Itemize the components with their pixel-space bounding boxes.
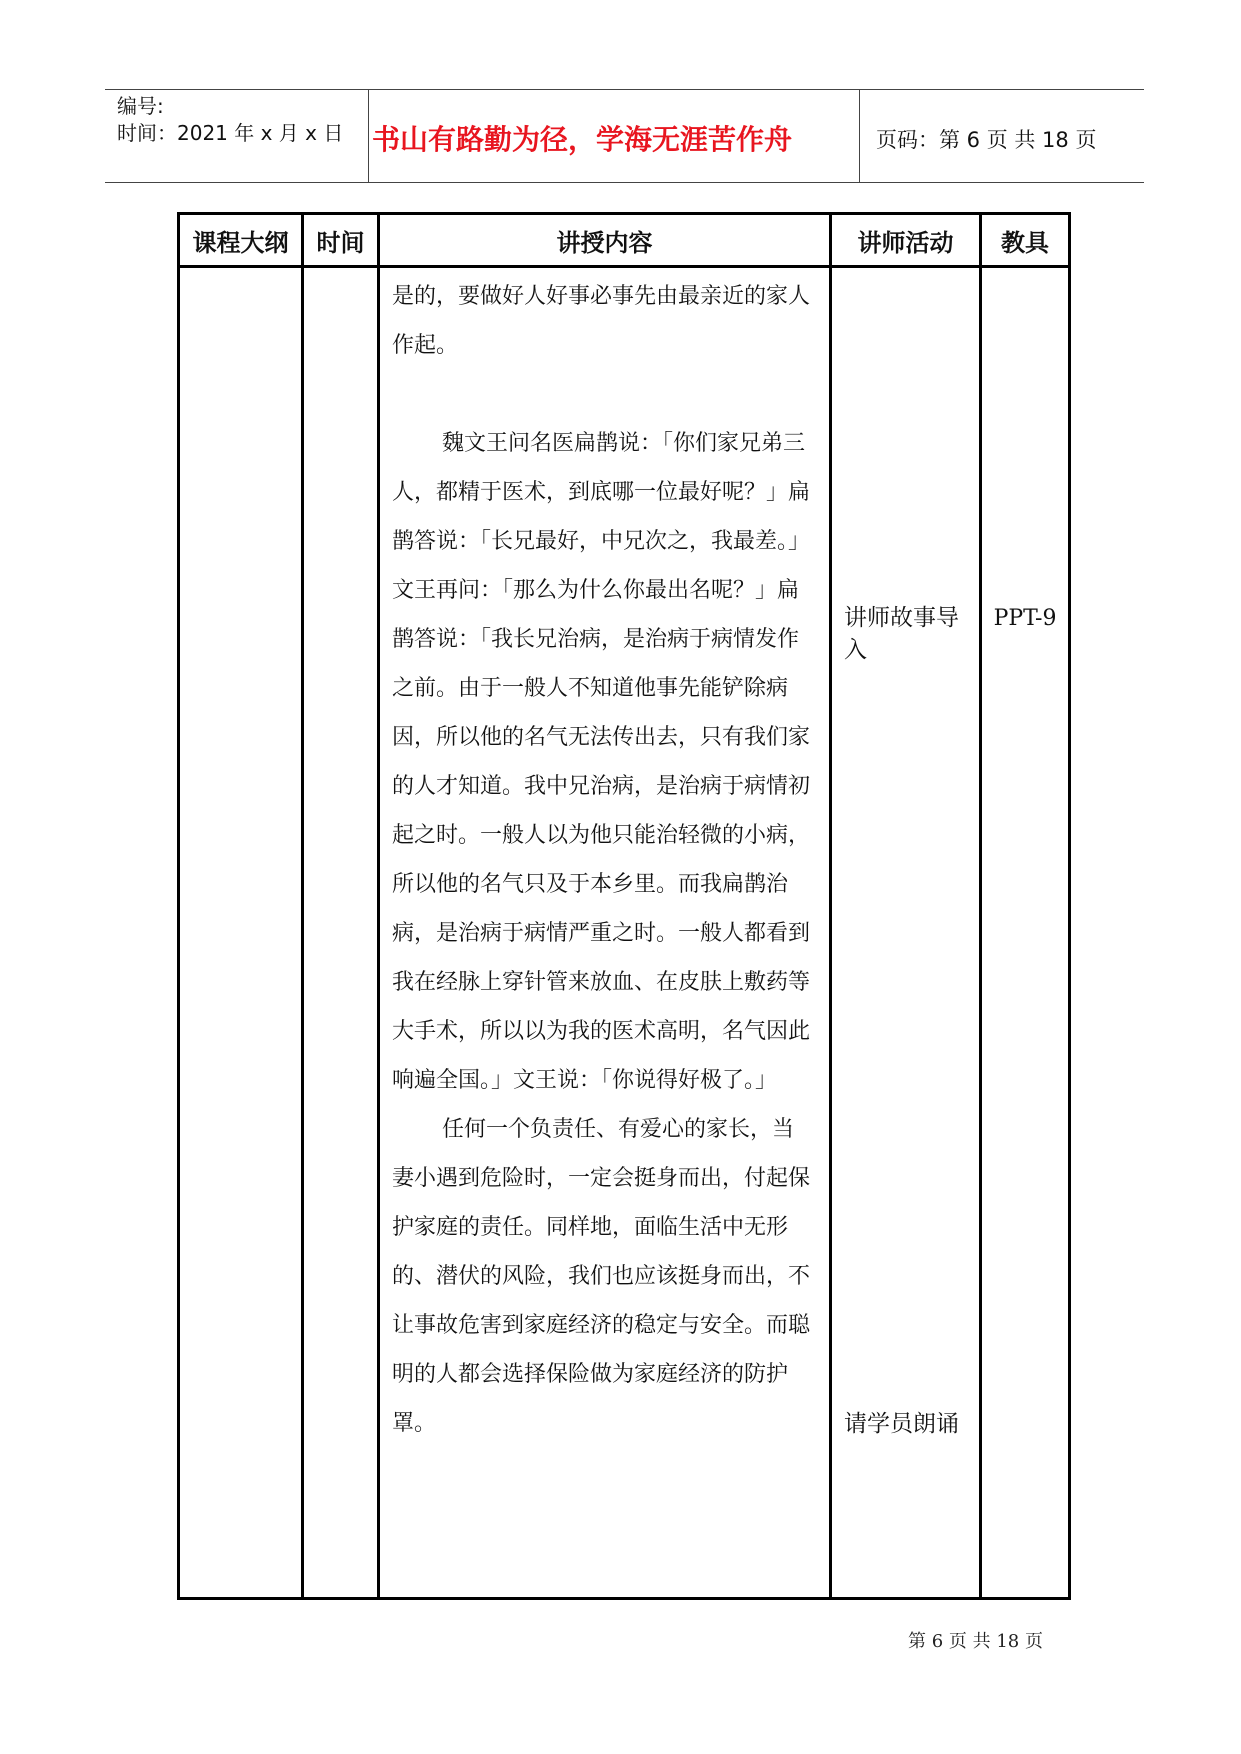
header-top-rule bbox=[105, 89, 1144, 90]
content-paragraph-2: 魏文王问名医扁鹊说：「你们家兄弟三人，都精于医术，到底哪一位最好呢？」扁鹊答说：「长兄最好，中兄次之，我最差。」文王再问：「那么为什么你最出名呢？」扁鹊答说：「我长兄治病，是治病于病情发作之前。由于一般人不知道他事先能铲除病因，所以他的名气无法传出去，只有我们家的人才知道。我中兄治病，是治病于病情初起之时。一般人以为他只能治轻微的小病，所以他的名气只及于本乡里。而我扁鹊治病，是治病于病情严重之时。一般人都看到我在经脉上穿针管来放血、在皮肤上敷药等大手术，所以以为我的医术高明，名气因此响遍全国。」文王说：「你说得好极了。」 bbox=[392, 431, 811, 1093]
content-paragraph-3: 任何一个负责任、有爱心的家长，当妻小遇到危险时，一定会挺身而出，付起保护家庭的责任。同样地，面临生活中无形的、潜伏的风险，我们也应该挺身而出，不让事故危害到家庭经济的稳定与安全。而聪明的人都会选择保险做为家庭经济的防护罩。 bbox=[392, 1117, 811, 1436]
content-paragraph-1: 是的，要做好人好事必事先由最亲近的家人作起。 bbox=[392, 284, 811, 358]
header-divider-right bbox=[859, 90, 860, 183]
activity-story-intro: 讲师故事导入 bbox=[844, 605, 959, 663]
col-header-content: 讲授内容 bbox=[379, 214, 831, 267]
tools-cell bbox=[981, 267, 1070, 1599]
header-motto: 书山有路勤为径，学海无涯苦作舟 bbox=[372, 123, 793, 156]
table-row bbox=[179, 267, 1070, 1599]
col-header-activity: 讲师活动 bbox=[831, 214, 981, 267]
header-divider-left bbox=[368, 90, 369, 183]
date-label: 时间：2021 年 x 月 x 日 bbox=[117, 121, 344, 145]
serial-number-label: 编号: bbox=[117, 94, 164, 118]
activity-cell bbox=[831, 267, 981, 1599]
content-cell bbox=[379, 267, 831, 1599]
outline-cell bbox=[179, 267, 303, 1599]
footer-page-number: 第 6 页 共 18 页 bbox=[908, 1631, 1043, 1652]
header-page-info: 页码：第 6 页 共 18 页 bbox=[876, 128, 1097, 152]
course-outline-table bbox=[177, 212, 1071, 1600]
col-header-time: 时间 bbox=[303, 214, 379, 267]
table-header-row bbox=[179, 214, 1070, 267]
col-header-tools: 教具 bbox=[981, 214, 1070, 267]
header-bottom-rule bbox=[105, 182, 1144, 183]
tool-ppt: PPT-9 bbox=[993, 606, 1057, 631]
time-cell bbox=[303, 267, 379, 1599]
activity-read-aloud: 请学员朗诵 bbox=[844, 1411, 959, 1437]
col-header-outline: 课程大纲 bbox=[179, 214, 303, 267]
paragraph-spacer bbox=[392, 370, 815, 419]
